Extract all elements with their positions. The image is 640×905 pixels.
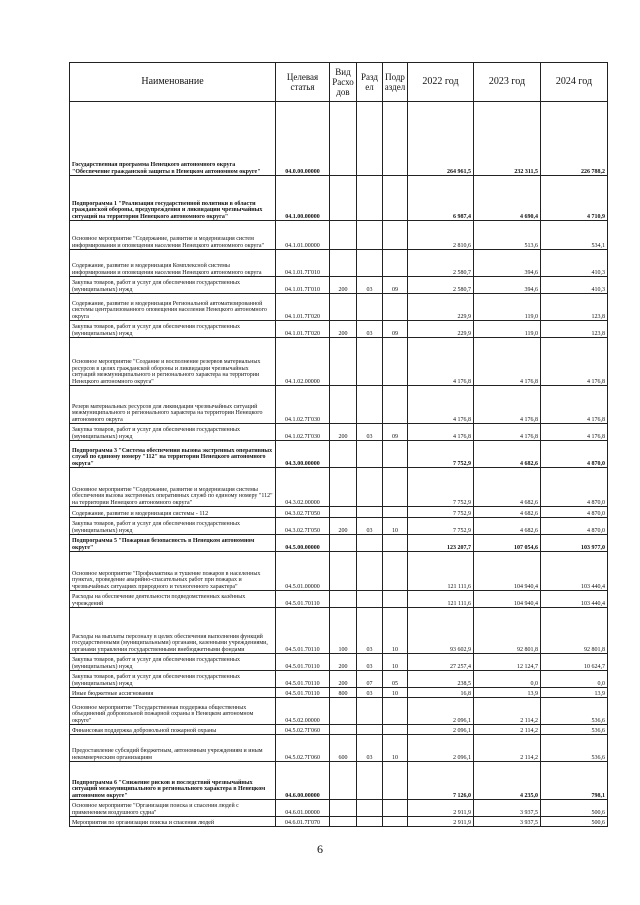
row-amount-2024-cell: 798,1 bbox=[541, 762, 608, 800]
table-row bbox=[70, 176, 608, 221]
row-expense-type-cell bbox=[330, 535, 357, 552]
row-subsection-cell: 09 bbox=[383, 321, 408, 338]
row-expense-type-cell bbox=[330, 725, 357, 735]
row-expense-type-cell: 600 bbox=[330, 735, 357, 762]
row-target-article-cell: 04.1.01.7Г020 bbox=[276, 294, 330, 321]
row-name-cell: Подпрограмма 6 "Снижение рисков и последствий чрезвычайных ситуаций межмуниципального и регионального характера в Ненецком автономном округе" bbox=[70, 762, 276, 800]
table-row bbox=[70, 552, 608, 591]
row-name-cell: Основное мероприятие "Организация поиска и спасения людей с применением воздушного судна" bbox=[70, 800, 276, 817]
row-section-cell: 03 bbox=[357, 735, 383, 762]
table-row bbox=[70, 221, 608, 250]
row-amount-2024-cell: 123,8 bbox=[541, 294, 608, 321]
row-name-cell: Государственная программа Ненецкого автономного округа "Обеспечение гражданской защиты в Ненецком автономном округе" bbox=[70, 102, 276, 176]
row-expense-type-cell bbox=[330, 800, 357, 817]
row-amount-2022-cell: 2 096,1 bbox=[408, 698, 474, 725]
header-year-2022: 2022 год bbox=[408, 63, 474, 102]
row-target-article-cell: 04.3.02.7Г050 bbox=[276, 507, 330, 518]
table-row bbox=[70, 608, 608, 654]
table-row bbox=[70, 468, 608, 507]
row-amount-2022-cell: 2 580,7 bbox=[408, 250, 474, 277]
row-section-cell: 03 bbox=[357, 518, 383, 535]
row-name-cell: Расходы на выплаты персоналу в целях обеспечения выполнения функций государственными (муниципальными) органами, казенными учреждениями, органами управления государственными внебюджетными фондами bbox=[70, 608, 276, 654]
row-target-article-cell: 04.1.00.00000 bbox=[276, 176, 330, 221]
row-amount-2023-cell: 107 054,6 bbox=[474, 535, 541, 552]
table-row bbox=[70, 518, 608, 535]
row-section-cell bbox=[357, 800, 383, 817]
row-amount-2023-cell: 513,6 bbox=[474, 221, 541, 250]
row-amount-2024-cell: 536,6 bbox=[541, 725, 608, 735]
table-row bbox=[70, 321, 608, 338]
table-row bbox=[70, 277, 608, 294]
row-expense-type-cell bbox=[330, 507, 357, 518]
row-subsection-cell bbox=[383, 507, 408, 518]
row-expense-type-cell: 200 bbox=[330, 424, 357, 441]
row-subsection-cell: 09 bbox=[383, 277, 408, 294]
row-amount-2023-cell: 4 682,6 bbox=[474, 468, 541, 507]
row-name-cell: Закупка товаров, работ и услуг для обеспечения государственных (муниципальных) нужд bbox=[70, 424, 276, 441]
row-section-cell: 03 bbox=[357, 608, 383, 654]
row-section-cell bbox=[357, 535, 383, 552]
row-name-cell: Иные бюджетные ассигнования bbox=[70, 688, 276, 698]
row-expense-type-cell: 200 bbox=[330, 518, 357, 535]
row-subsection-cell bbox=[383, 221, 408, 250]
row-section-cell bbox=[357, 817, 383, 827]
table-row bbox=[70, 698, 608, 725]
row-amount-2024-cell: 0,0 bbox=[541, 671, 608, 688]
row-expense-type-cell bbox=[330, 386, 357, 424]
row-subsection-cell: 10 bbox=[383, 654, 408, 671]
row-amount-2023-cell: 232 311,5 bbox=[474, 102, 541, 176]
row-expense-type-cell bbox=[330, 591, 357, 608]
row-amount-2024-cell: 536,6 bbox=[541, 735, 608, 762]
row-amount-2022-cell: 4 176,8 bbox=[408, 424, 474, 441]
table-row bbox=[70, 591, 608, 608]
row-amount-2022-cell: 16,8 bbox=[408, 688, 474, 698]
row-target-article-cell: 04.3.00.00000 bbox=[276, 441, 330, 468]
row-subsection-cell bbox=[383, 468, 408, 507]
table-row bbox=[70, 386, 608, 424]
row-section-cell bbox=[357, 338, 383, 386]
row-name-cell: Закупка товаров, работ и услуг для обеспечения государственных (муниципальных) нужд bbox=[70, 277, 276, 294]
row-amount-2022-cell: 121 111,6 bbox=[408, 591, 474, 608]
row-subsection-cell: 10 bbox=[383, 735, 408, 762]
header-name: Наименование bbox=[70, 63, 276, 102]
row-amount-2024-cell: 4 176,8 bbox=[541, 386, 608, 424]
table-header-row bbox=[70, 63, 608, 102]
row-expense-type-cell bbox=[330, 250, 357, 277]
row-expense-type-cell: 200 bbox=[330, 321, 357, 338]
row-target-article-cell: 04.5.00.00000 bbox=[276, 535, 330, 552]
row-section-cell: 03 bbox=[357, 688, 383, 698]
row-expense-type-cell bbox=[330, 762, 357, 800]
table-row bbox=[70, 725, 608, 735]
row-target-article-cell: 04.1.02.7Г030 bbox=[276, 386, 330, 424]
row-name-cell: Содержание, развитие и модернизация Региональной автоматизированной системы централизованного оповещения населения Ненецкого автономного округа bbox=[70, 294, 276, 321]
row-section-cell bbox=[357, 552, 383, 591]
table-row bbox=[70, 424, 608, 441]
row-name-cell: Основное мероприятие "Содержание, развитие и модернизация системы обеспечения вызова экстренных оперативных служб по единому номеру "112" на территории Ненецкого автономного округа" bbox=[70, 468, 276, 507]
row-amount-2022-cell: 123 207,7 bbox=[408, 535, 474, 552]
row-name-cell: Подпрограмма 1 "Реализация государственной политики в области гражданской обороны, предупреждения и ликвидации чрезвычайных ситуаций на территории Ненецкого автономного округа" bbox=[70, 176, 276, 221]
row-amount-2022-cell: 6 987,4 bbox=[408, 176, 474, 221]
row-amount-2024-cell: 536,6 bbox=[541, 698, 608, 725]
row-subsection-cell bbox=[383, 725, 408, 735]
row-subsection-cell bbox=[383, 176, 408, 221]
row-amount-2023-cell: 2 114,2 bbox=[474, 735, 541, 762]
row-section-cell: 03 bbox=[357, 654, 383, 671]
row-target-article-cell: 04.1.01.7Г020 bbox=[276, 321, 330, 338]
row-amount-2023-cell: 119,0 bbox=[474, 321, 541, 338]
row-target-article-cell: 04.6.00.00000 bbox=[276, 762, 330, 800]
row-subsection-cell bbox=[383, 338, 408, 386]
row-amount-2022-cell: 229,9 bbox=[408, 294, 474, 321]
header-target-article: Целевая статья bbox=[276, 63, 330, 102]
row-target-article-cell: 04.5.01.70110 bbox=[276, 608, 330, 654]
row-expense-type-cell: 200 bbox=[330, 671, 357, 688]
row-amount-2024-cell: 4 870,0 bbox=[541, 441, 608, 468]
row-expense-type-cell: 200 bbox=[330, 277, 357, 294]
table-row bbox=[70, 817, 608, 827]
row-amount-2022-cell: 264 961,5 bbox=[408, 102, 474, 176]
row-amount-2023-cell: 4 176,8 bbox=[474, 386, 541, 424]
row-subsection-cell bbox=[383, 698, 408, 725]
row-amount-2023-cell: 4 690,4 bbox=[474, 176, 541, 221]
row-section-cell bbox=[357, 725, 383, 735]
row-section-cell bbox=[357, 102, 383, 176]
row-section-cell: 07 bbox=[357, 671, 383, 688]
row-section-cell bbox=[357, 386, 383, 424]
row-amount-2022-cell: 229,9 bbox=[408, 321, 474, 338]
header-subsection: Подр аздел bbox=[383, 63, 408, 102]
row-amount-2024-cell: 226 788,2 bbox=[541, 102, 608, 176]
row-amount-2022-cell: 7 752,9 bbox=[408, 507, 474, 518]
row-section-cell: 03 bbox=[357, 424, 383, 441]
row-amount-2024-cell: 4 176,8 bbox=[541, 424, 608, 441]
row-amount-2023-cell: 119,0 bbox=[474, 294, 541, 321]
row-amount-2023-cell: 104 940,4 bbox=[474, 552, 541, 591]
row-amount-2024-cell: 4 870,0 bbox=[541, 507, 608, 518]
row-expense-type-cell bbox=[330, 468, 357, 507]
row-expense-type-cell bbox=[330, 552, 357, 591]
row-subsection-cell bbox=[383, 294, 408, 321]
row-subsection-cell bbox=[383, 552, 408, 591]
row-amount-2023-cell: 2 114,2 bbox=[474, 725, 541, 735]
row-amount-2024-cell: 410,3 bbox=[541, 277, 608, 294]
row-subsection-cell bbox=[383, 762, 408, 800]
header-year-2024: 2024 год bbox=[541, 63, 608, 102]
row-section-cell bbox=[357, 698, 383, 725]
table-row bbox=[70, 654, 608, 671]
row-section-cell bbox=[357, 176, 383, 221]
row-amount-2024-cell: 4 870,0 bbox=[541, 468, 608, 507]
row-name-cell: Основное мероприятие "Профилактика и тушение пожаров в населенных пунктах, проведение аварийно-спасательных работ при пожарах и чрезвычайных ситуациях природного и техногенного характера" bbox=[70, 552, 276, 591]
table-row bbox=[70, 338, 608, 386]
row-amount-2023-cell: 4 682,6 bbox=[474, 507, 541, 518]
table-row bbox=[70, 507, 608, 518]
row-amount-2022-cell: 7 752,9 bbox=[408, 441, 474, 468]
row-expense-type-cell bbox=[330, 176, 357, 221]
table-row bbox=[70, 688, 608, 698]
row-amount-2022-cell: 93 602,9 bbox=[408, 608, 474, 654]
row-target-article-cell: 04.1.02.00000 bbox=[276, 338, 330, 386]
row-name-cell: Подпрограмма 3 "Система обеспечения вызова экстренных оперативных служб по единому номеру "112" на территории Ненецкого автономного округа" bbox=[70, 441, 276, 468]
row-amount-2022-cell: 121 111,6 bbox=[408, 552, 474, 591]
row-amount-2023-cell: 12 124,7 bbox=[474, 654, 541, 671]
row-amount-2024-cell: 534,1 bbox=[541, 221, 608, 250]
row-amount-2023-cell: 3 937,5 bbox=[474, 800, 541, 817]
row-amount-2022-cell: 7 126,0 bbox=[408, 762, 474, 800]
row-amount-2024-cell: 10 624,7 bbox=[541, 654, 608, 671]
row-name-cell: Основное мероприятие "Государственная поддержка общественных объединений добровольной пожарной охраны в Ненецком автономном округе" bbox=[70, 698, 276, 725]
row-section-cell: 03 bbox=[357, 321, 383, 338]
table-row bbox=[70, 102, 608, 176]
row-target-article-cell: 04.1.01.7Г010 bbox=[276, 250, 330, 277]
row-amount-2022-cell: 238,5 bbox=[408, 671, 474, 688]
row-subsection-cell bbox=[383, 800, 408, 817]
row-name-cell: Закупка товаров, работ и услуг для обеспечения государственных (муниципальных) нужд bbox=[70, 321, 276, 338]
row-expense-type-cell bbox=[330, 698, 357, 725]
row-amount-2024-cell: 13,9 bbox=[541, 688, 608, 698]
row-amount-2023-cell: 4 682,6 bbox=[474, 518, 541, 535]
row-target-article-cell: 04.1.01.7Г010 bbox=[276, 277, 330, 294]
row-name-cell: Расходы на обеспечение деятельности подведомственных казённых учреждений bbox=[70, 591, 276, 608]
row-section-cell bbox=[357, 762, 383, 800]
table-row bbox=[70, 762, 608, 800]
row-name-cell: Финансовая поддержка добровольной пожарной охраны bbox=[70, 725, 276, 735]
row-amount-2024-cell: 500,6 bbox=[541, 817, 608, 827]
header-year-2023: 2023 год bbox=[474, 63, 541, 102]
row-expense-type-cell bbox=[330, 294, 357, 321]
budget-table bbox=[69, 62, 608, 827]
table-row bbox=[70, 671, 608, 688]
row-subsection-cell bbox=[383, 441, 408, 468]
row-amount-2023-cell: 394,6 bbox=[474, 277, 541, 294]
row-amount-2023-cell: 104 940,4 bbox=[474, 591, 541, 608]
row-target-article-cell: 04.5.01.00000 bbox=[276, 552, 330, 591]
row-amount-2024-cell: 4 870,0 bbox=[541, 518, 608, 535]
header-expense-type: Вид Расхо дов bbox=[330, 63, 357, 102]
table-row bbox=[70, 800, 608, 817]
row-amount-2022-cell: 7 752,9 bbox=[408, 468, 474, 507]
row-expense-type-cell bbox=[330, 338, 357, 386]
row-section-cell bbox=[357, 250, 383, 277]
row-amount-2022-cell: 2 911,9 bbox=[408, 817, 474, 827]
row-expense-type-cell: 200 bbox=[330, 654, 357, 671]
row-section-cell bbox=[357, 294, 383, 321]
row-amount-2024-cell: 92 801,8 bbox=[541, 608, 608, 654]
row-name-cell: Закупка товаров, работ и услуг для обеспечения государственных (муниципальных) нужд bbox=[70, 654, 276, 671]
row-amount-2023-cell: 2 114,2 bbox=[474, 698, 541, 725]
row-subsection-cell: 09 bbox=[383, 424, 408, 441]
row-section-cell bbox=[357, 468, 383, 507]
row-expense-type-cell bbox=[330, 817, 357, 827]
table-row bbox=[70, 441, 608, 468]
row-target-article-cell: 04.6.01.7Г070 bbox=[276, 817, 330, 827]
row-amount-2022-cell: 2 096,1 bbox=[408, 725, 474, 735]
row-section-cell bbox=[357, 441, 383, 468]
row-section-cell: 03 bbox=[357, 277, 383, 294]
row-subsection-cell: 10 bbox=[383, 518, 408, 535]
table-row bbox=[70, 735, 608, 762]
row-target-article-cell: 04.5.01.70110 bbox=[276, 591, 330, 608]
row-name-cell: Основное мероприятие "Содержание, развитие и модернизация систем информирования и оповещения населения Ненецкого автономного округа" bbox=[70, 221, 276, 250]
row-amount-2022-cell: 2 911,9 bbox=[408, 800, 474, 817]
row-name-cell: Содержание, развитие и модернизация Комплексной системы информирования и оповещения населения Ненецкого автономного округа bbox=[70, 250, 276, 277]
row-name-cell: Содержание, развитие и модернизация системы - 112 bbox=[70, 507, 276, 518]
row-target-article-cell: 04.6.01.00000 bbox=[276, 800, 330, 817]
table-row bbox=[70, 294, 608, 321]
row-subsection-cell bbox=[383, 591, 408, 608]
row-target-article-cell: 04.5.02.00000 bbox=[276, 698, 330, 725]
row-name-cell: Предоставление субсидий бюджетным, автономным учреждениям и иным некоммерческим организациям bbox=[70, 735, 276, 762]
row-amount-2022-cell: 2 580,7 bbox=[408, 277, 474, 294]
row-amount-2024-cell: 4 176,8 bbox=[541, 338, 608, 386]
row-subsection-cell: 05 bbox=[383, 671, 408, 688]
row-subsection-cell bbox=[383, 535, 408, 552]
row-name-cell: Закупка товаров, работ и услуг для обеспечения государственных (муниципальных) нужд bbox=[70, 671, 276, 688]
row-amount-2023-cell: 13,9 bbox=[474, 688, 541, 698]
row-subsection-cell: 10 bbox=[383, 688, 408, 698]
row-amount-2023-cell: 3 937,5 bbox=[474, 817, 541, 827]
row-amount-2022-cell: 2 810,6 bbox=[408, 221, 474, 250]
row-name-cell: Резерв материальных ресурсов для ликвидации чрезвычайных ситуаций межмуниципального и регионального характера на территории Ненецкого автономного округа bbox=[70, 386, 276, 424]
row-name-cell: Основное мероприятие "Создание и восполнение резервов материальных ресурсов в целях гражданской обороны и ликвидации чрезвычайных ситуаций межмуниципального и регионального характера на территории Ненецкого автономного округа" bbox=[70, 338, 276, 386]
table-row bbox=[70, 250, 608, 277]
row-name-cell: Мероприятия по организации поиска и спасения людей bbox=[70, 817, 276, 827]
row-target-article-cell: 04.1.01.00000 bbox=[276, 221, 330, 250]
row-target-article-cell: 04.5.02.7Г060 bbox=[276, 725, 330, 735]
row-amount-2022-cell: 7 752,9 bbox=[408, 518, 474, 535]
row-subsection-cell bbox=[383, 817, 408, 827]
row-subsection-cell bbox=[383, 250, 408, 277]
row-amount-2024-cell: 410,3 bbox=[541, 250, 608, 277]
row-expense-type-cell bbox=[330, 221, 357, 250]
row-expense-type-cell bbox=[330, 102, 357, 176]
row-subsection-cell: 10 bbox=[383, 608, 408, 654]
row-amount-2024-cell: 4 710,9 bbox=[541, 176, 608, 221]
row-target-article-cell: 04.5.01.70110 bbox=[276, 688, 330, 698]
row-section-cell bbox=[357, 221, 383, 250]
row-target-article-cell: 04.5.01.70110 bbox=[276, 671, 330, 688]
table-body bbox=[70, 102, 608, 827]
row-amount-2023-cell: 92 801,8 bbox=[474, 608, 541, 654]
row-name-cell: Подпрограмма 5 "Пожарная безопасность в Ненецком автономном округе" bbox=[70, 535, 276, 552]
row-amount-2022-cell: 27 257,4 bbox=[408, 654, 474, 671]
header-section: Разд ел bbox=[357, 63, 383, 102]
budget-sheet bbox=[69, 62, 608, 827]
row-amount-2023-cell: 4 682,6 bbox=[474, 441, 541, 468]
row-amount-2024-cell: 103 440,4 bbox=[541, 591, 608, 608]
row-subsection-cell bbox=[383, 102, 408, 176]
row-amount-2023-cell: 4 235,0 bbox=[474, 762, 541, 800]
row-expense-type-cell bbox=[330, 441, 357, 468]
row-amount-2024-cell: 103 977,0 bbox=[541, 535, 608, 552]
row-amount-2024-cell: 123,8 bbox=[541, 321, 608, 338]
row-amount-2024-cell: 500,6 bbox=[541, 800, 608, 817]
table-row bbox=[70, 535, 608, 552]
row-amount-2023-cell: 4 176,8 bbox=[474, 338, 541, 386]
page-number: 6 bbox=[317, 842, 323, 856]
row-target-article-cell: 04.3.02.7Г050 bbox=[276, 518, 330, 535]
row-target-article-cell: 04.1.02.7Г030 bbox=[276, 424, 330, 441]
row-amount-2023-cell: 394,6 bbox=[474, 250, 541, 277]
row-target-article-cell: 04.3.02.00000 bbox=[276, 468, 330, 507]
row-section-cell bbox=[357, 591, 383, 608]
row-expense-type-cell: 800 bbox=[330, 688, 357, 698]
row-amount-2022-cell: 4 176,8 bbox=[408, 386, 474, 424]
row-subsection-cell bbox=[383, 386, 408, 424]
row-name-cell: Закупка товаров, работ и услуг для обеспечения государственных (муниципальных) нужд bbox=[70, 518, 276, 535]
row-amount-2023-cell: 4 176,8 bbox=[474, 424, 541, 441]
row-target-article-cell: 04.0.00.00000 bbox=[276, 102, 330, 176]
row-expense-type-cell: 100 bbox=[330, 608, 357, 654]
row-target-article-cell: 04.5.01.70110 bbox=[276, 654, 330, 671]
row-amount-2022-cell: 4 176,8 bbox=[408, 338, 474, 386]
row-amount-2022-cell: 2 096,1 bbox=[408, 735, 474, 762]
row-amount-2024-cell: 103 440,4 bbox=[541, 552, 608, 591]
row-target-article-cell: 04.5.02.7Г060 bbox=[276, 735, 330, 762]
row-section-cell bbox=[357, 507, 383, 518]
row-amount-2023-cell: 0,0 bbox=[474, 671, 541, 688]
